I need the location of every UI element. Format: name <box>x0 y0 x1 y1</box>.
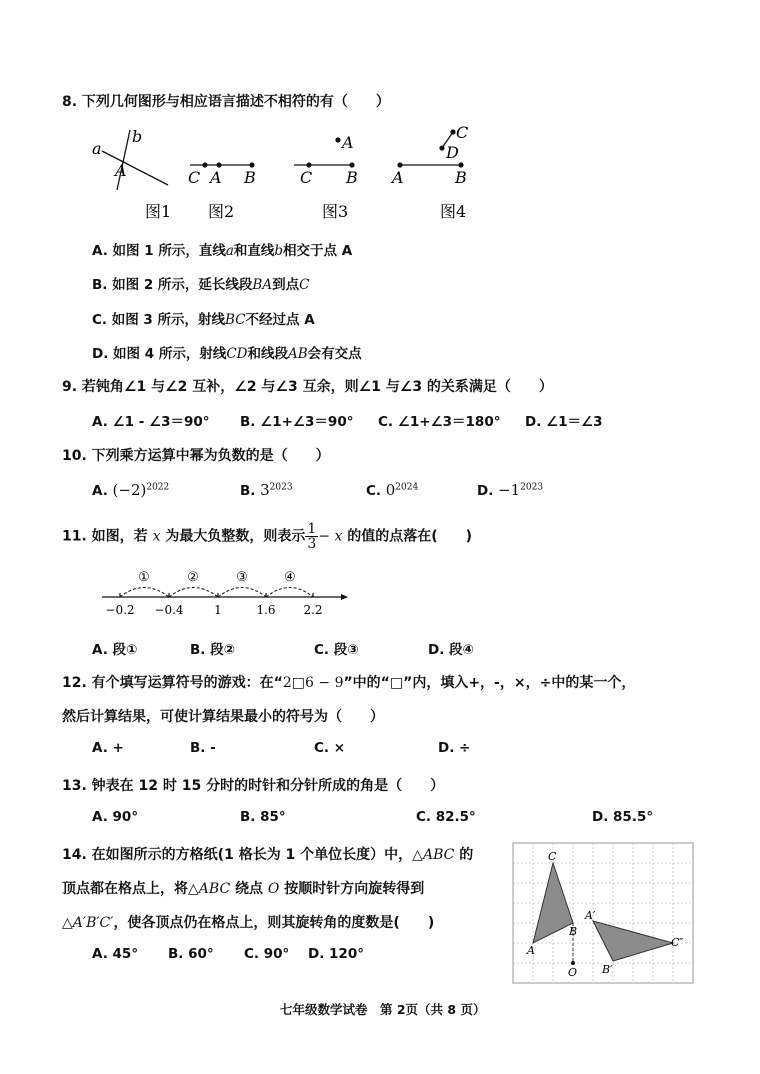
q12-option-c: C. × <box>314 740 346 756</box>
point-A <box>216 162 221 167</box>
label-A: A <box>392 168 404 187</box>
q9-option-c: C. ∠1+∠3＝180° <box>378 414 501 430</box>
q8-option-d: D. 如图 4 所示，射线CD和线段AB会有交点 <box>92 346 362 362</box>
question-14-line2: 顶点都在格点上，将△ABC 绕点 O 按顺时针方向旋转得到 <box>62 881 425 897</box>
question-14-line3: △A′B′C′，使各顶点仍在格点上，则其旋转角的度数是( ) <box>62 915 435 931</box>
tick-label-1: −0.2 <box>105 603 135 617</box>
segment-label-3: ③ <box>236 570 248 585</box>
label-C: C <box>456 123 469 142</box>
label-b: b <box>132 127 143 146</box>
point-D <box>439 145 444 150</box>
line-a <box>102 151 168 185</box>
q14-option-c: C. 90° <box>244 946 290 962</box>
point-A <box>335 137 340 142</box>
label-C: C <box>548 850 557 863</box>
label-O: O <box>568 966 578 979</box>
label-B: B <box>569 925 578 938</box>
q8-option-c: C. 如图 3 所示，射线BC不经过点 A <box>92 312 315 328</box>
point-C <box>450 129 455 134</box>
figure-2 <box>188 162 256 187</box>
label-A-prime: A′ <box>585 909 596 922</box>
caption-fig3: 图3 <box>322 202 349 221</box>
question-8-stem: 8. 下列几何图形与相应语言描述不相符的有（ ） <box>62 94 390 110</box>
q10-option-c: C. $0^{2024}$ <box>366 481 419 499</box>
arc-segment-2 <box>169 588 218 598</box>
q11-option-d: D. 段④ <box>428 642 474 658</box>
tick-label-4: 1.6 <box>256 603 276 617</box>
point-B <box>458 162 463 167</box>
label-A: A <box>527 944 535 957</box>
label-C: C <box>188 168 201 187</box>
q13-option-d: D. 85.5° <box>592 809 654 825</box>
point-C <box>306 162 311 167</box>
q13-option-c: C. 82.5° <box>416 809 476 825</box>
q10-option-b: B. $3^{2023}$ <box>240 481 293 499</box>
q11-option-c: C. 段③ <box>314 642 359 658</box>
q11-option-b: B. 段② <box>190 642 236 658</box>
q10-option-a: A. $(-2)^{2022}$ <box>92 481 170 499</box>
question-12-line2: 然后计算结果，可使计算结果最小的符号为（ ） <box>62 709 384 725</box>
point-O <box>571 961 575 965</box>
q8-option-a: A. 如图 1 所示，直线a和直线b相交于点 A <box>92 243 353 259</box>
figure-3 <box>294 133 358 187</box>
question-14-line1: 14. 在如图所示的方格纸(1 格长为 1 个单位长度）中，△ABC 的 <box>62 847 474 863</box>
number-line <box>96 566 356 622</box>
q14-option-d: D. 120° <box>308 946 364 962</box>
q9-option-d: D. ∠1＝∠3 <box>525 414 603 430</box>
label-B-prime: B′ <box>602 963 613 976</box>
label-B: B <box>346 168 358 187</box>
segment-label-2: ② <box>187 570 199 585</box>
label-C-prime: C″ <box>671 936 684 949</box>
q13-option-a: A. 90° <box>92 809 139 825</box>
label-a: a <box>92 139 102 158</box>
page-footer: 七年级数学试卷 第 2页（共 8 页） <box>280 1002 486 1017</box>
question-10-stem: 10. 下列乘方运算中幂为负数的是（ ） <box>62 448 330 464</box>
segment-label-4: ④ <box>284 570 296 585</box>
q8-option-b: B. 如图 2 所示，延长线段BA到点C <box>92 277 310 293</box>
q10-option-d: D. $-1^{2023}$ <box>477 481 544 499</box>
q11-option-a: A. 段① <box>92 642 138 658</box>
point-A <box>397 162 402 167</box>
tick-label-3: 1 <box>214 603 222 617</box>
q14-option-a: A. 45° <box>92 946 139 962</box>
tick-label-5: 2.2 <box>303 603 323 617</box>
label-A: A <box>342 133 354 152</box>
question-8-figures <box>80 118 480 228</box>
tick-label-2: −0.4 <box>154 603 184 617</box>
question-13-stem: 13. 钟表在 12 时 15 分时的时针和分针所成的角是（ ） <box>62 778 445 794</box>
point-C <box>202 162 207 167</box>
figure-1 <box>92 127 168 190</box>
segment-label-1: ① <box>138 570 150 585</box>
label-B: B <box>244 168 256 187</box>
label-B: B <box>455 168 467 187</box>
question-9-stem: 9. 若钝角∠1 与∠2 互补，∠2 与∠3 互余，则∠1 与∠3 的关系满足（ ） <box>62 379 553 395</box>
q9-option-a: A. ∠1 - ∠3＝90° <box>92 414 210 430</box>
q12-option-b: B. - <box>190 740 216 756</box>
arc-segment-4 <box>266 588 313 598</box>
rotation-grid-figure <box>512 842 694 984</box>
q12-option-d: D. ÷ <box>438 740 471 756</box>
caption-fig2: 图2 <box>208 202 235 221</box>
caption-fig1: 图1 <box>145 202 172 221</box>
arrow-icon <box>341 594 348 600</box>
caption-fig4: 图4 <box>440 202 467 221</box>
point-B <box>249 162 254 167</box>
arc-segment-3 <box>218 588 266 598</box>
point-B <box>349 162 354 167</box>
arc-segment-1 <box>120 588 169 598</box>
label-A: A <box>210 168 222 187</box>
q14-option-b: B. 60° <box>168 946 214 962</box>
q13-option-b: B. 85° <box>240 809 286 825</box>
label-C: C <box>300 168 313 187</box>
q12-option-a: A. + <box>92 740 124 756</box>
q9-option-b: B. ∠1+∠3＝90° <box>240 414 354 430</box>
label-D: D <box>446 143 459 162</box>
question-11-stem: 11. 如图，若 x 为最大负整数，则表示 $\frac{1}{3}$ − x 的值的点落在( ) <box>62 521 473 552</box>
figure-4 <box>390 123 468 187</box>
question-12-line1: 12. 有个填写运算符号的游戏：在“2□6 − 9”中的“□”内，填入+，-，×，÷中的某一个， <box>62 675 636 691</box>
fraction-one-third: $\frac{1}{3}$ <box>307 521 317 552</box>
label-A: A <box>115 161 127 180</box>
